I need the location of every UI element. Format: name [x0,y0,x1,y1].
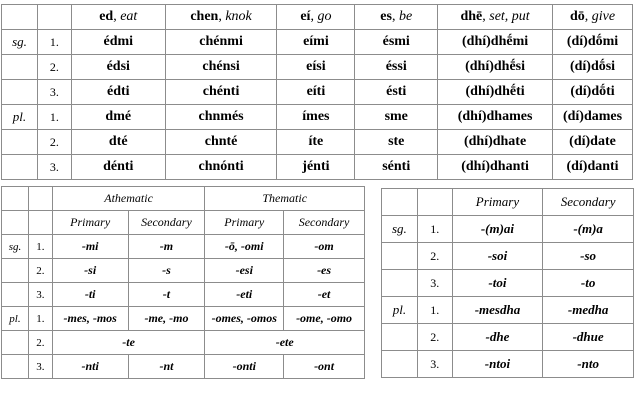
person-label: 1. [417,216,452,243]
table-header-row [2,211,365,235]
table-cell: -nt [128,355,205,379]
table-header-row [382,189,634,216]
table-cell: -so [543,243,634,270]
table-row [2,155,633,180]
table-row [2,30,633,55]
table-header-row [2,5,633,30]
table-cell: éssi [355,55,438,80]
middle-endings-table [381,188,634,378]
table-cell: -omes, -omos [205,307,284,331]
table-row [382,324,634,351]
table-cell: ste [355,130,438,155]
table-row [2,307,365,331]
table-cell: (dí)date [553,130,633,155]
table-row [382,351,634,378]
table-row [2,80,633,105]
number-label: pl. [2,307,29,331]
table-cell: -et [284,283,365,307]
person-label: 2. [28,259,52,283]
person-label: 2. [37,130,71,155]
column-header: Primary [52,211,128,235]
table-cell: -ō, -omi [205,235,284,259]
column-header: Secondary [284,211,365,235]
column-header: es, be [355,5,438,30]
number-label: sg. [2,235,29,259]
column-header: ed, eat [71,5,165,30]
person-label: 3. [37,155,71,180]
active-endings-table [1,186,365,379]
table-row [2,259,365,283]
person-label: 2. [417,324,452,351]
table-cell: (dí)dames [553,105,633,130]
table-cell: (dí)dṓti [553,80,633,105]
table-cell: dénti [71,155,165,180]
table-row [382,243,634,270]
table-cell: -medha [543,297,634,324]
table-cell: -ome, -omo [284,307,365,331]
table-cell: (dí)dṓmi [553,30,633,55]
table-cell: sme [355,105,438,130]
column-header: Secondary [128,211,205,235]
table-cell: ímes [277,105,355,130]
table-cell: íte [277,130,355,155]
table-cell: (dhí)dhate [438,130,553,155]
table-cell: -esi [205,259,284,283]
table-cell: -m [128,235,205,259]
table-cell: (dhí)dhames [438,105,553,130]
table-cell: -ti [52,283,128,307]
table-cell: -mesdha [452,297,543,324]
number-label: sg. [2,30,38,55]
person-label: 3. [37,80,71,105]
table-cell: -ete [205,331,365,355]
table-cell: chnté [165,130,277,155]
table-row [2,283,365,307]
column-header: dō, give [553,5,633,30]
table-cell: -es [284,259,365,283]
table-header-row [2,187,365,211]
table-cell: -mi [52,235,128,259]
table-row [2,105,633,130]
table-cell: édsi [71,55,165,80]
table-row [2,130,633,155]
table-row [2,331,365,355]
table-row [2,55,633,80]
table-cell: dmé [71,105,165,130]
table-cell: -om [284,235,365,259]
number-label: sg. [382,216,418,243]
table-cell: -to [543,270,634,297]
table-cell: -onti [205,355,284,379]
person-label: 1. [417,297,452,324]
table-cell: -t [128,283,205,307]
person-label: 1. [28,307,52,331]
person-label: 3. [417,270,452,297]
table-cell: (dhí)dhḗsi [438,55,553,80]
column-header: chen, knok [165,5,277,30]
column-header: Secondary [543,189,634,216]
table-cell: eísi [277,55,355,80]
table-cell: -dhe [452,324,543,351]
column-header: eí, go [277,5,355,30]
table-cell: édmi [71,30,165,55]
table-cell: eími [277,30,355,55]
number-label: pl. [2,105,38,130]
person-label: 2. [28,331,52,355]
table-cell: (dí)dṓsi [553,55,633,80]
table-cell: sénti [355,155,438,180]
table-cell: (dhí)dhḗti [438,80,553,105]
table-cell: chénti [165,80,277,105]
column-header: Primary [452,189,543,216]
number-label: pl. [382,297,418,324]
table-cell: chnónti [165,155,277,180]
table-cell: chnmés [165,105,277,130]
person-label: 1. [37,30,71,55]
column-header: Primary [205,211,284,235]
table-cell: -mes, -mos [52,307,128,331]
table-cell: ésti [355,80,438,105]
table-cell: -dhue [543,324,634,351]
table-cell: ésmi [355,30,438,55]
table-cell: dté [71,130,165,155]
table-cell: -nto [543,351,634,378]
verb-conjugation-table [1,4,633,180]
table-cell: -te [52,331,205,355]
table-cell: (dhí)dhḗmi [438,30,553,55]
person-label: 3. [28,283,52,307]
table-cell: chénmi [165,30,277,55]
table-row [382,216,634,243]
table-cell: -ont [284,355,365,379]
table-cell: -ntoi [452,351,543,378]
table-cell: -toi [452,270,543,297]
table-cell: (dí)danti [553,155,633,180]
person-label: 3. [28,355,52,379]
table-cell: eíti [277,80,355,105]
table-cell: (dhí)dhanti [438,155,553,180]
table-cell: -nti [52,355,128,379]
table-cell: -s [128,259,205,283]
table-cell: -si [52,259,128,283]
table-row [2,235,365,259]
group-header-athematic: Athematic [52,187,205,211]
table-cell: -eti [205,283,284,307]
table-cell: jénti [277,155,355,180]
table-cell: édti [71,80,165,105]
table-cell: chénsi [165,55,277,80]
group-header-thematic: Thematic [205,187,365,211]
column-header: dhē, set, put [438,5,553,30]
person-label: 2. [37,55,71,80]
table-row [2,355,365,379]
person-label: 2. [417,243,452,270]
table-row [382,270,634,297]
person-label: 1. [37,105,71,130]
person-label: 1. [28,235,52,259]
table-row [382,297,634,324]
table-cell: -(m)ai [452,216,543,243]
table-cell: -(m)a [543,216,634,243]
person-label: 3. [417,351,452,378]
table-cell: -me, -mo [128,307,205,331]
table-cell: -soi [452,243,543,270]
